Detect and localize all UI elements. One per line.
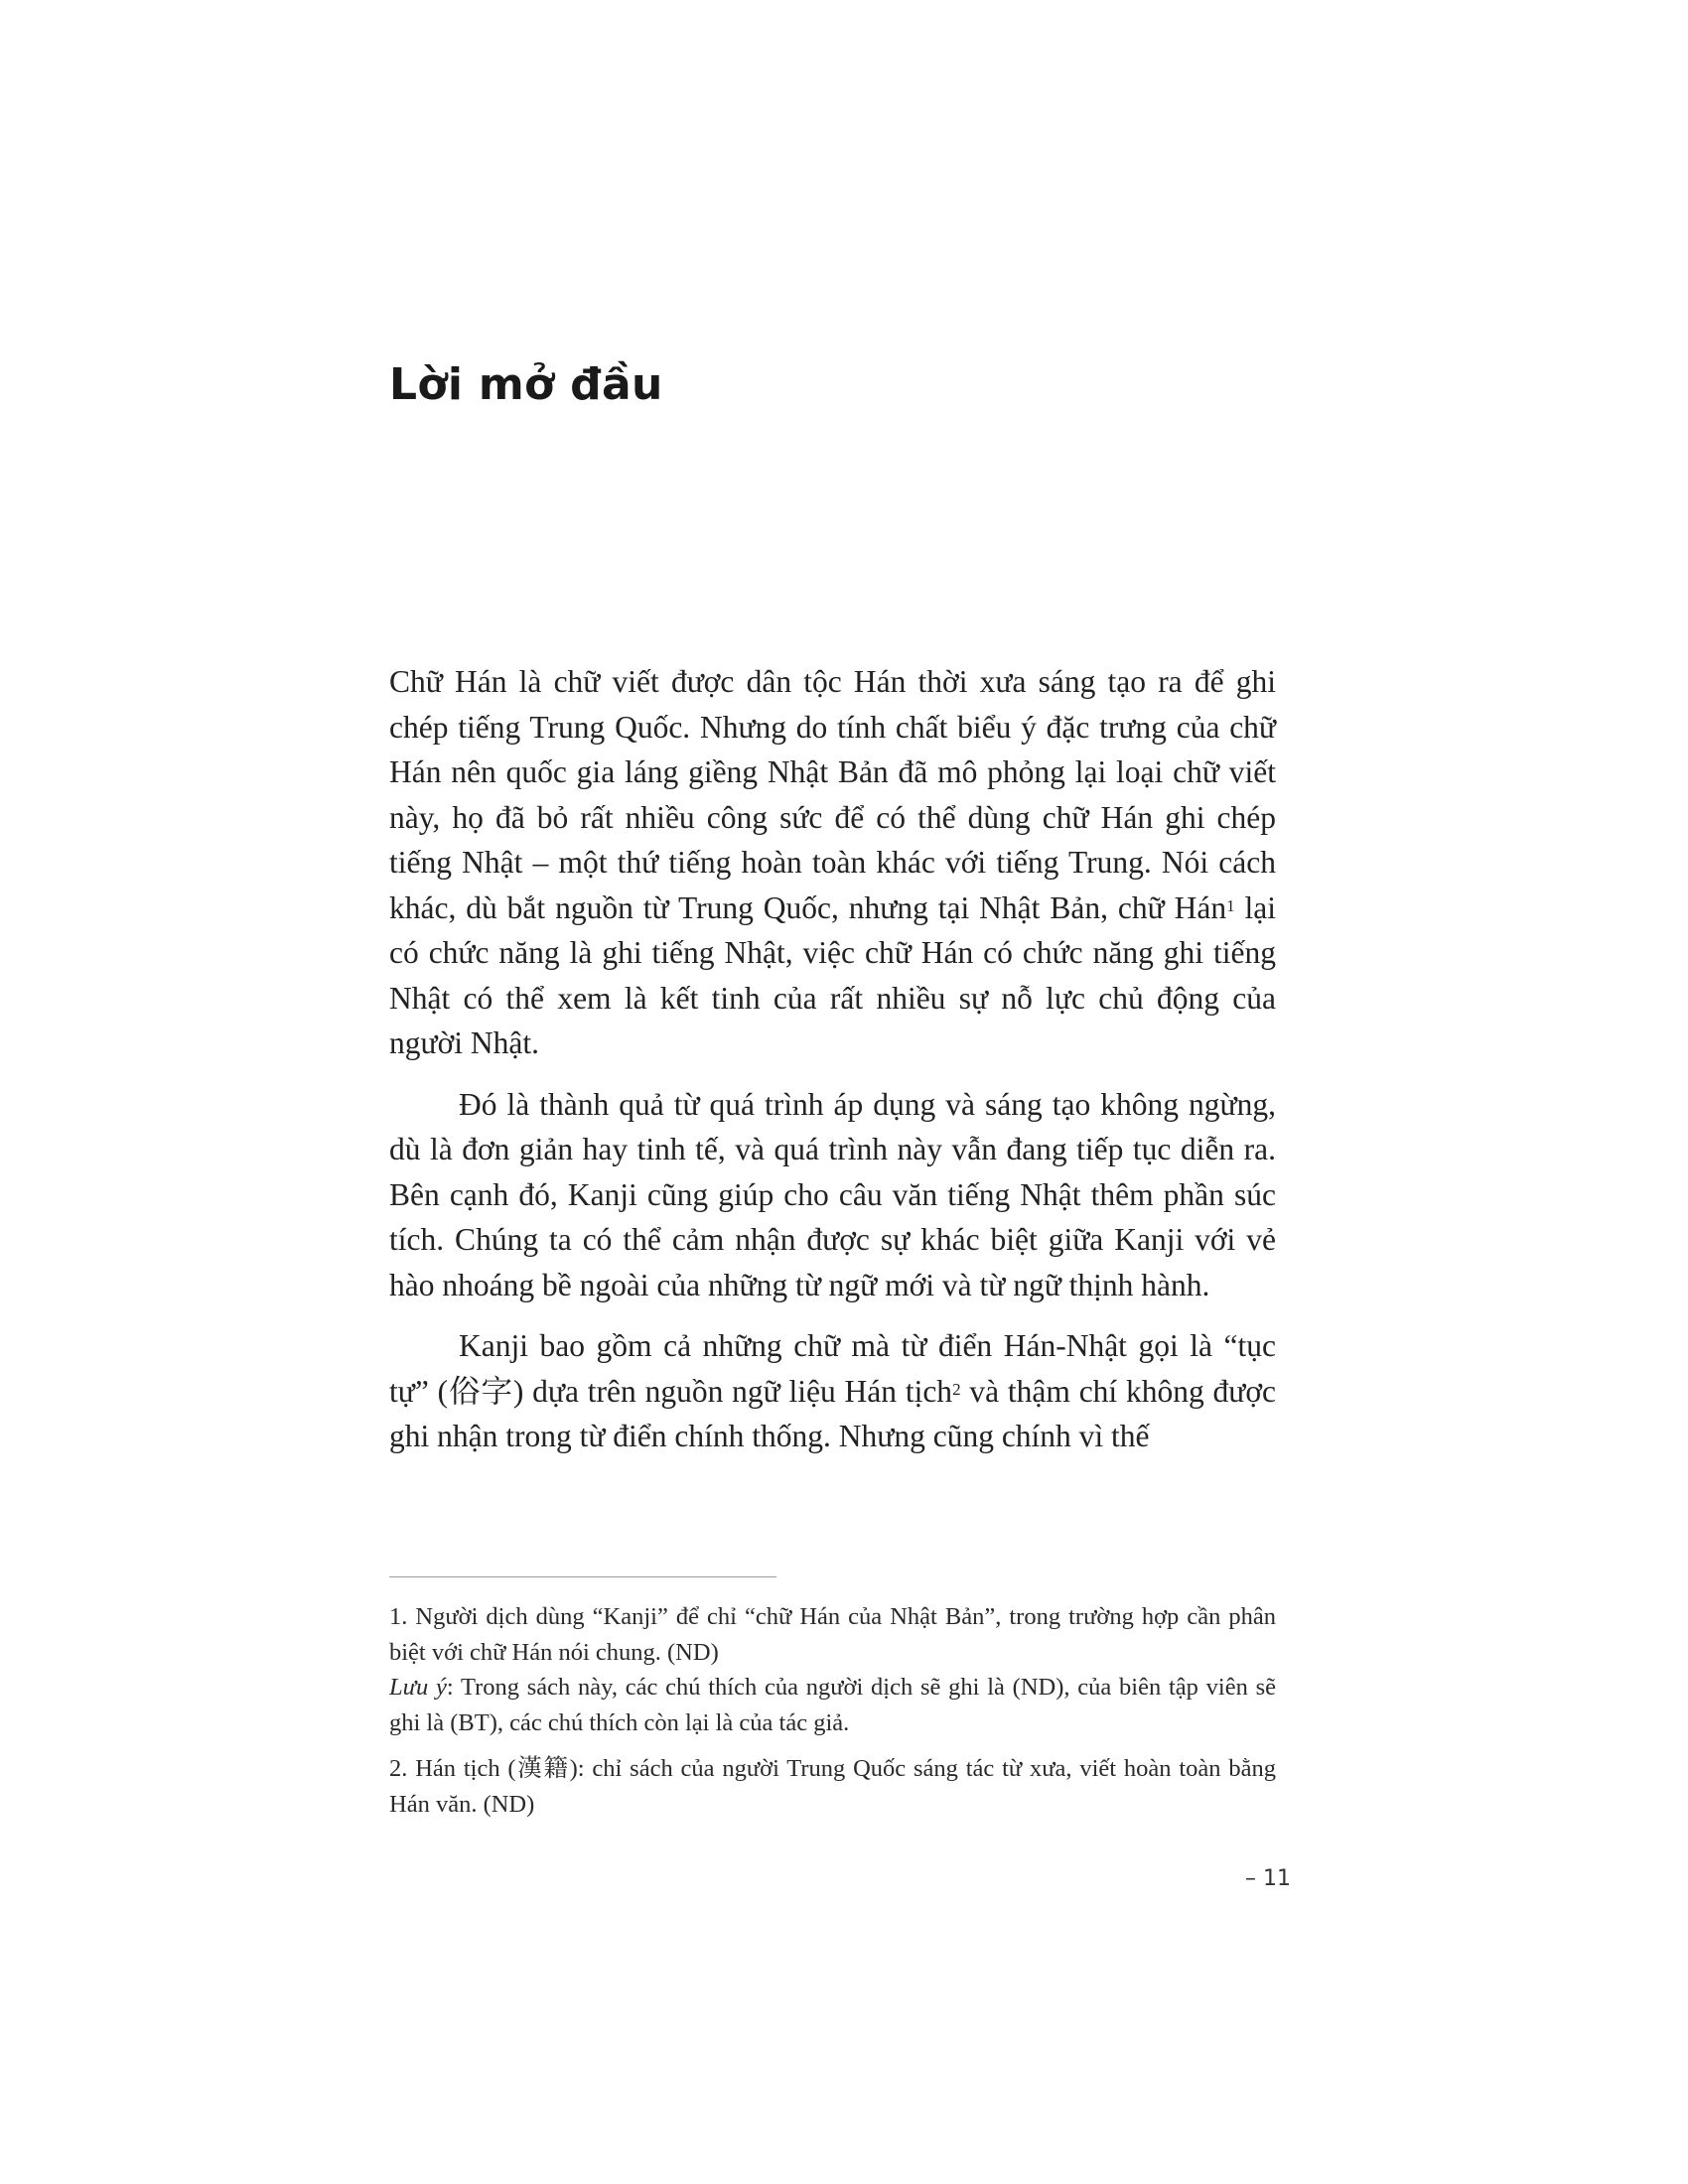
body-text (389, 659, 1276, 1475)
footnotes (389, 1599, 1276, 1822)
paragraph-text: lại có chức năng là ghi tiếng Nhật, việc chữ Hán có chức năng ghi tiếng Nhật có thể xem là kết tinh của rất nhiều sự nỗ lực chủ động của người Nhật. (389, 889, 1276, 1060)
footnote: 2. Hán tịch (漢籍): chỉ sách của người Trung Quốc sáng tác từ xưa, viết hoàn toàn bằng Hán văn. (ND) (389, 1755, 1276, 1818)
chapter-title: Lời mở đầu (389, 359, 663, 410)
body-paragraph: Đó là thành quả từ quá trình áp dụng và sáng tạo không ngừng, dù là đơn giản hay tinh tế, và quá trình này vẫn đang tiếp tục diễn ra. Bên cạnh đó, Kanji cũng giúp cho câu văn tiếng Nhật thêm phần súc tích. Chúng ta có thể cảm nhận được sự khác biệt giữa Kanji với vẻ hào nhoáng bề ngoài của những từ ngữ mới và từ ngữ thịnh hành. (389, 1086, 1276, 1302)
paragraph-text: Chữ Hán là chữ viết được dân tộc Hán thời xưa sáng tạo ra để ghi chép tiếng Trung Quốc. Nhưng do tính chất biểu ý đặc trưng của chữ Hán nên quốc gia láng giềng Nhật Bản đã mô phỏng lại loại chữ viết này, họ đã bỏ rất nhiều công sức để có thể dùng chữ Hán ghi chép tiếng Nhật – một thứ tiếng hoàn toàn khác với tiếng Trung. Nói cách khác, dù bắt nguồn từ Trung Quốc, nhưng tại Nhật Bản, chữ Hán (389, 664, 1276, 925)
footnote-reference[interactable]: 2 (952, 1379, 961, 1399)
body-paragraph (389, 659, 1276, 1066)
paragraph-text: Kanji bao gồm cả những chữ mà từ điển Hán-Nhật gọi là “tục tự” (俗字) dựa trên nguồn ngữ liệu Hán tịch (389, 1328, 1276, 1409)
body-paragraph (389, 1323, 1276, 1459)
note-text: : Trong sách này, các chú thích của người dịch sẽ ghi là (ND), của biên tập viên sẽ ghi là (BT), các chú thích còn lại là của tác giả. (389, 1674, 1276, 1736)
page-number: – 11 (1245, 1866, 1291, 1891)
footnote-divider (389, 1576, 776, 1577)
footnote: 1. Người dịch dùng “Kanji” để chỉ “chữ Hán của Nhật Bản”, trong trường hợp cần phân biệt với chữ Hán nói chung. (ND) (389, 1603, 1276, 1666)
paragraph-text: và thậm chí không được ghi nhận trong từ điển chính thống. Nhưng cũng chính vì thế (389, 1373, 1276, 1453)
footnote-note (389, 1670, 1276, 1740)
note-label: Lưu ý (389, 1674, 447, 1701)
footnote-reference[interactable]: 1 (1226, 895, 1235, 915)
